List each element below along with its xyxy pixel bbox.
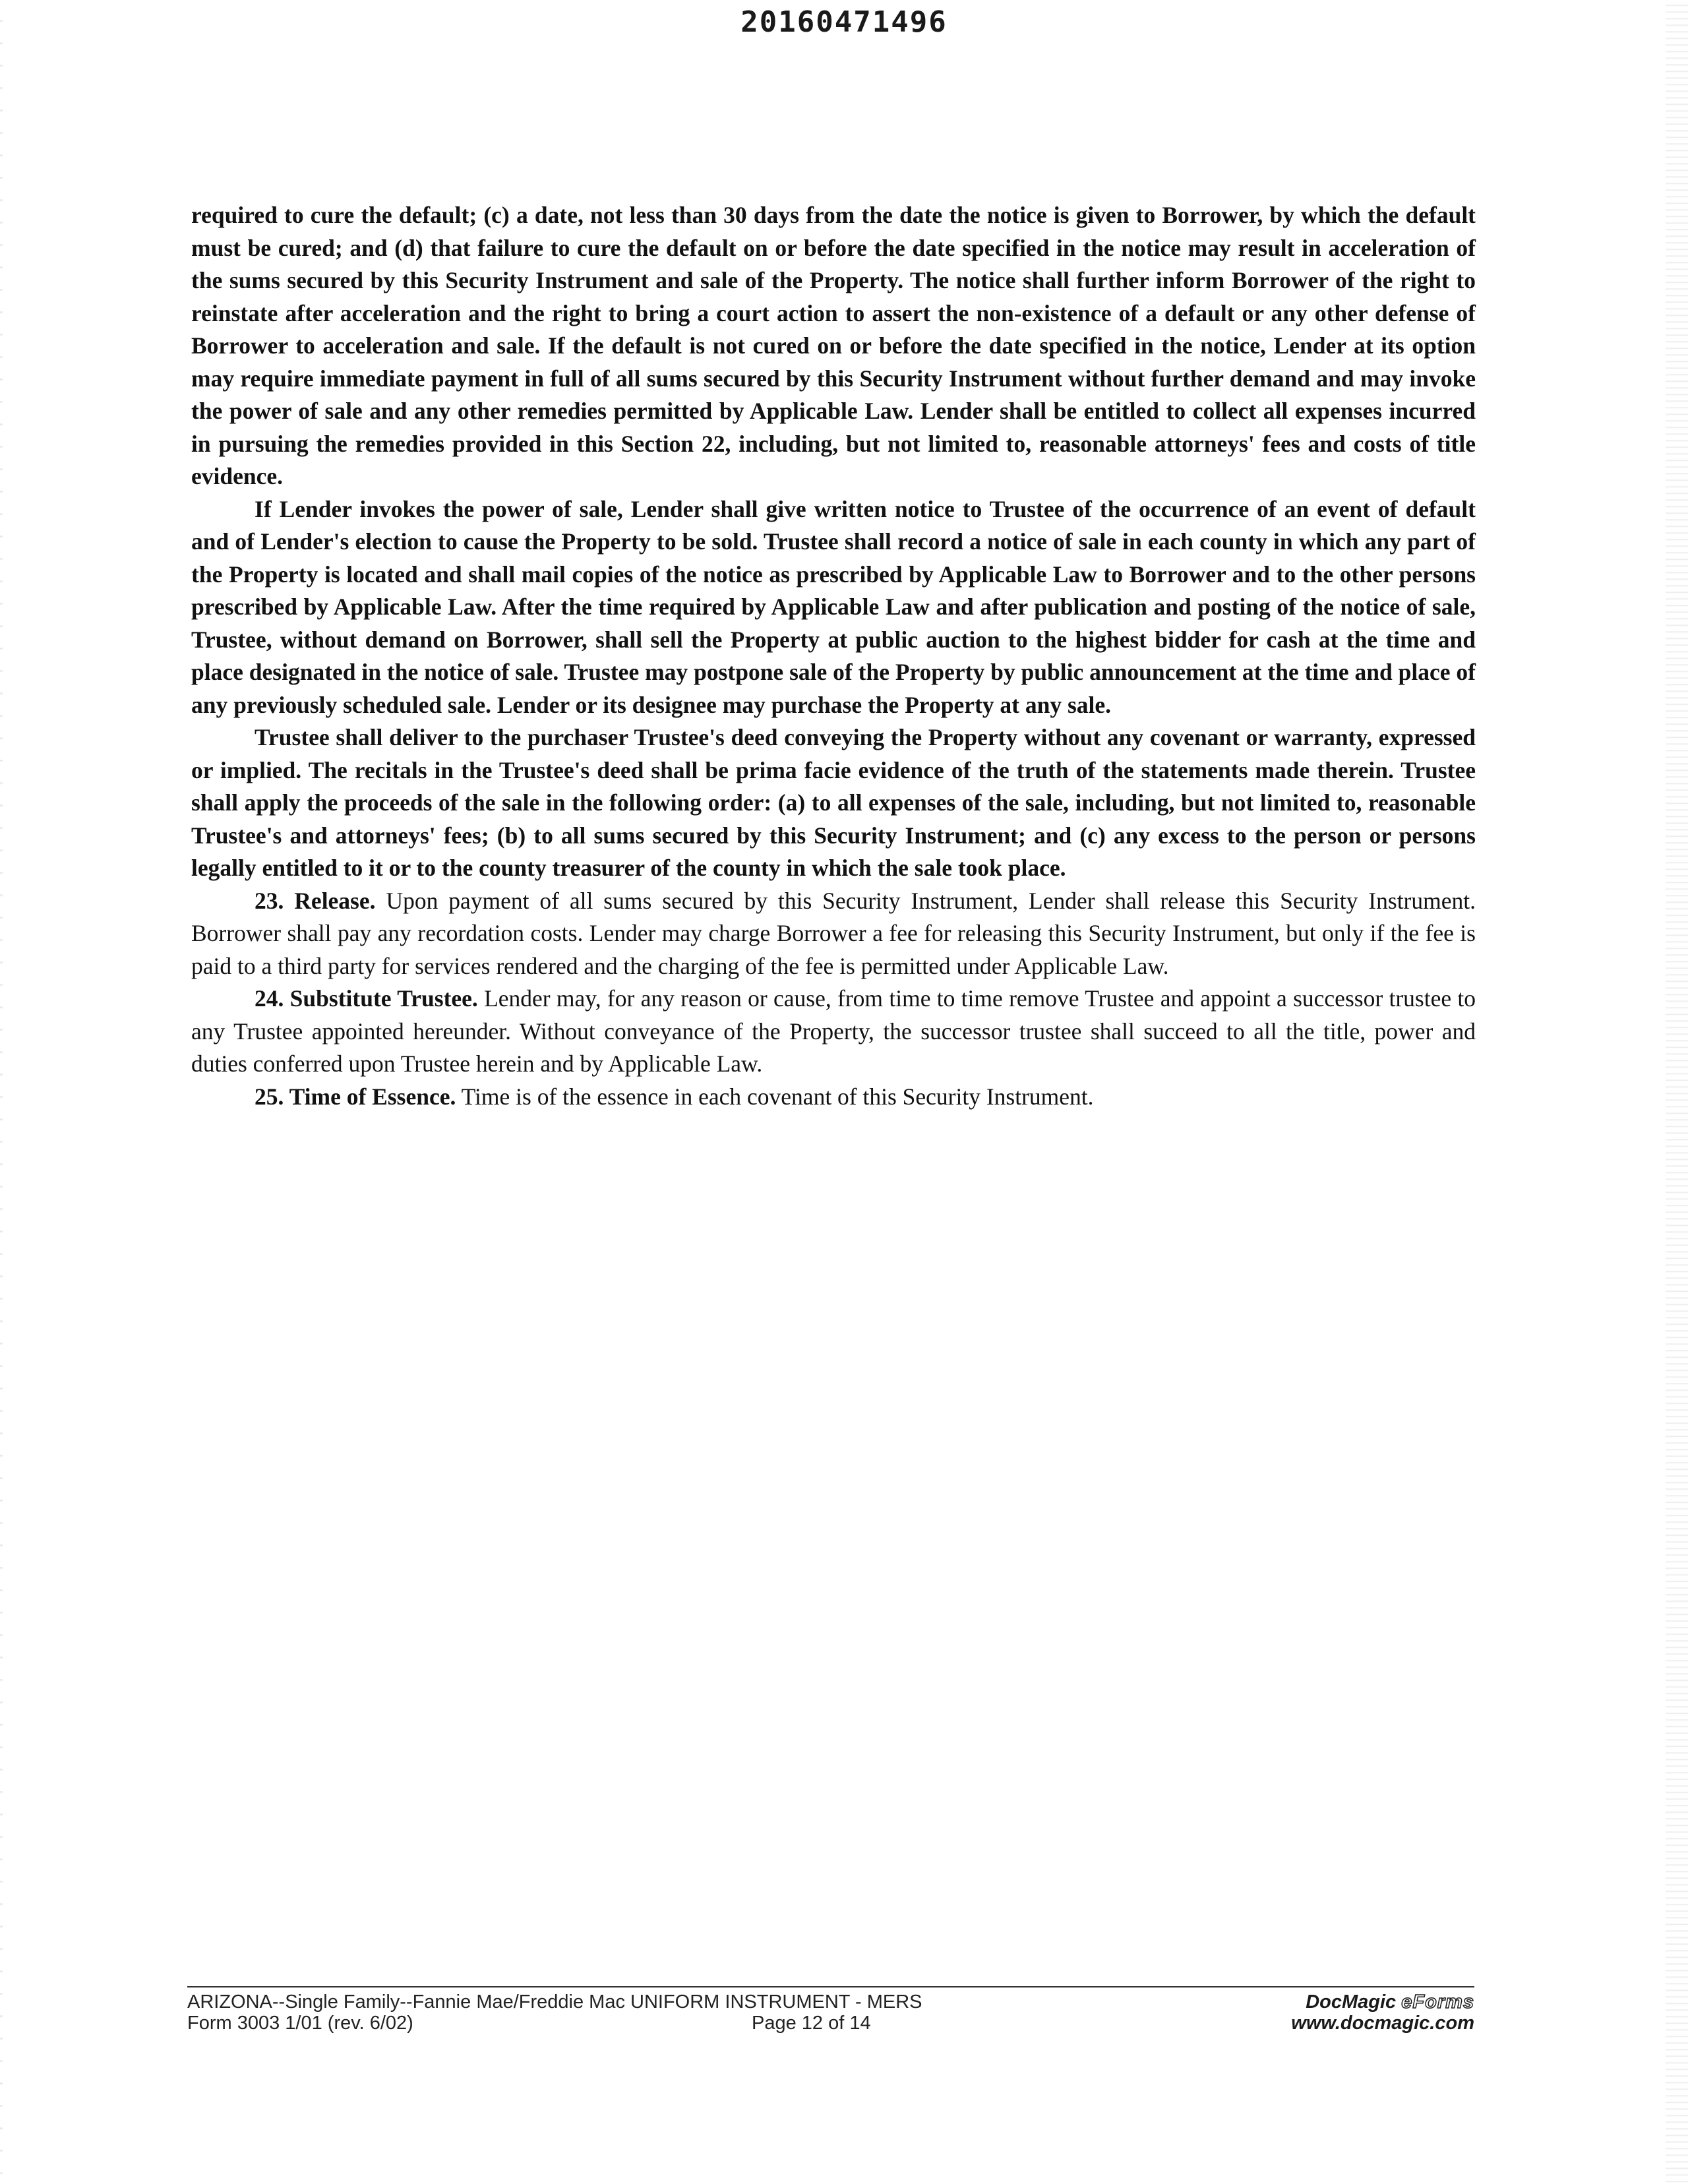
- paragraph-power-of-sale: If Lender invokes the power of sale, Lender shall give written notice to Trustee of the occurrence of an event of default and of Lender's election to cause the Property to be sold. Trustee shall record a notice of sale in each county in which any part of the Property is located and shall mail copies of the notice as prescribed by Applicable Law to Borrower and to the other persons prescribed by Applicable Law. After the time required by Applicable Law and after publication and posting of the notice of sale, Trustee, without demand on Borrower, shall sell the Property at public auction to the highest bidder for cash at the time and place designated in the notice of sale. Trustee may postpone sale of the Property by public announcement at the time and place of any previously scheduled sale. Lender or its designee may purchase the Property at any sale.: [191, 495, 1476, 718]
- footer-form-number: Form 3003 1/01 (rev. 6/02): [187, 2013, 413, 2034]
- recording-number: 20160471496: [740, 5, 948, 39]
- paragraph-trustee-deed: Trustee shall deliver to the purchaser Trustee's deed conveying the Property without any covenant or warranty, expressed or implied. The recitals in the Trustee's deed shall be prima facie evidence of the truth of the statements made therein. Trustee shall apply the proceeds of the sale in the following order: (a) to all expenses of the sale, including, but not limited to, reasonable Trustee's and attorneys' fees; (b) to all sums secured by this Security Instrument; and (c) any excess to the person or persons legally entitled to it or to the county treasurer of the county in which the sale took place.: [191, 724, 1476, 881]
- footer-brand: [1291, 1991, 1474, 2034]
- section-25-text: Time is of the essence in each covenant of this Security Instrument.: [461, 1083, 1094, 1110]
- document-body: [191, 199, 1476, 1113]
- section-24-substitute-trustee: [191, 983, 1476, 1081]
- paragraph-default-notice: required to cure the default; (c) a date, not less than 30 days from the date the notice is given to Borrower, by which the default must be cured; and (d) that failure to cure the default on or before the date specified in the notice may result in acceleration of the sums secured by this Security Instrument and sale of the Property. The notice shall further inform Borrower of the right to reinstate after acceleration and the right to bring a court action to assert the non-existence of a default or any other defense of Borrower to acceleration and sale. If the default is not cured on or before the date specified in the notice, Lender at its option may require immediate payment in full of all sums secured by this Security Instrument without further demand and may invoke the power of sale and any other remedies permitted by Applicable Law. Lender shall be entitled to collect all expenses incurred in pursuing the remedies provided in this Section 22, including, but not limited to, reasonable attorneys' fees and costs of title evidence.: [191, 202, 1476, 489]
- section-23-release: [191, 885, 1476, 983]
- docmagic-brand-text: DocMagic: [1306, 1991, 1397, 2013]
- section-23-text: Upon payment of all sums secured by this Security Instrument, Lender shall release this Security Instrument. Borrower shall pay any recordation costs. Lender may charge Borrower a fee for releasing this Security Instrument, but only if the fee is paid to a third party for services rendered and the charging of the fee is permitted under Applicable Law.: [191, 887, 1476, 979]
- section-24-text: Lender may, for any reason or cause, from time to time remove Trustee and appoint a successor trustee to any Trustee appointed hereunder. Without conveyance of the Property, the successor trustee shall succeed to all the title, power and duties conferred upon Trustee herein and by Applicable Law.: [191, 985, 1476, 1077]
- section-23-heading: 23. Release.: [255, 887, 376, 914]
- section-24-heading: 24. Substitute Trustee.: [255, 985, 478, 1012]
- footer-page-number: Page 12 of 14: [752, 2013, 871, 2034]
- section-25-time-of-essence: [191, 1081, 1476, 1114]
- section-25-heading: 25. Time of Essence.: [255, 1083, 456, 1110]
- docmagic-logo: [1291, 1991, 1474, 2013]
- eforms-brand-text: eForms: [1401, 1991, 1474, 2013]
- page-footer: [187, 1986, 1474, 2040]
- footer-form-title: ARIZONA--Single Family--Fannie Mae/Freddie Mac UNIFORM INSTRUMENT - MERS: [187, 1991, 922, 2013]
- scan-edge-left: [0, 0, 3, 2184]
- scan-edge-right: [1666, 0, 1688, 2184]
- footer-website: www.docmagic.com: [1291, 2013, 1474, 2034]
